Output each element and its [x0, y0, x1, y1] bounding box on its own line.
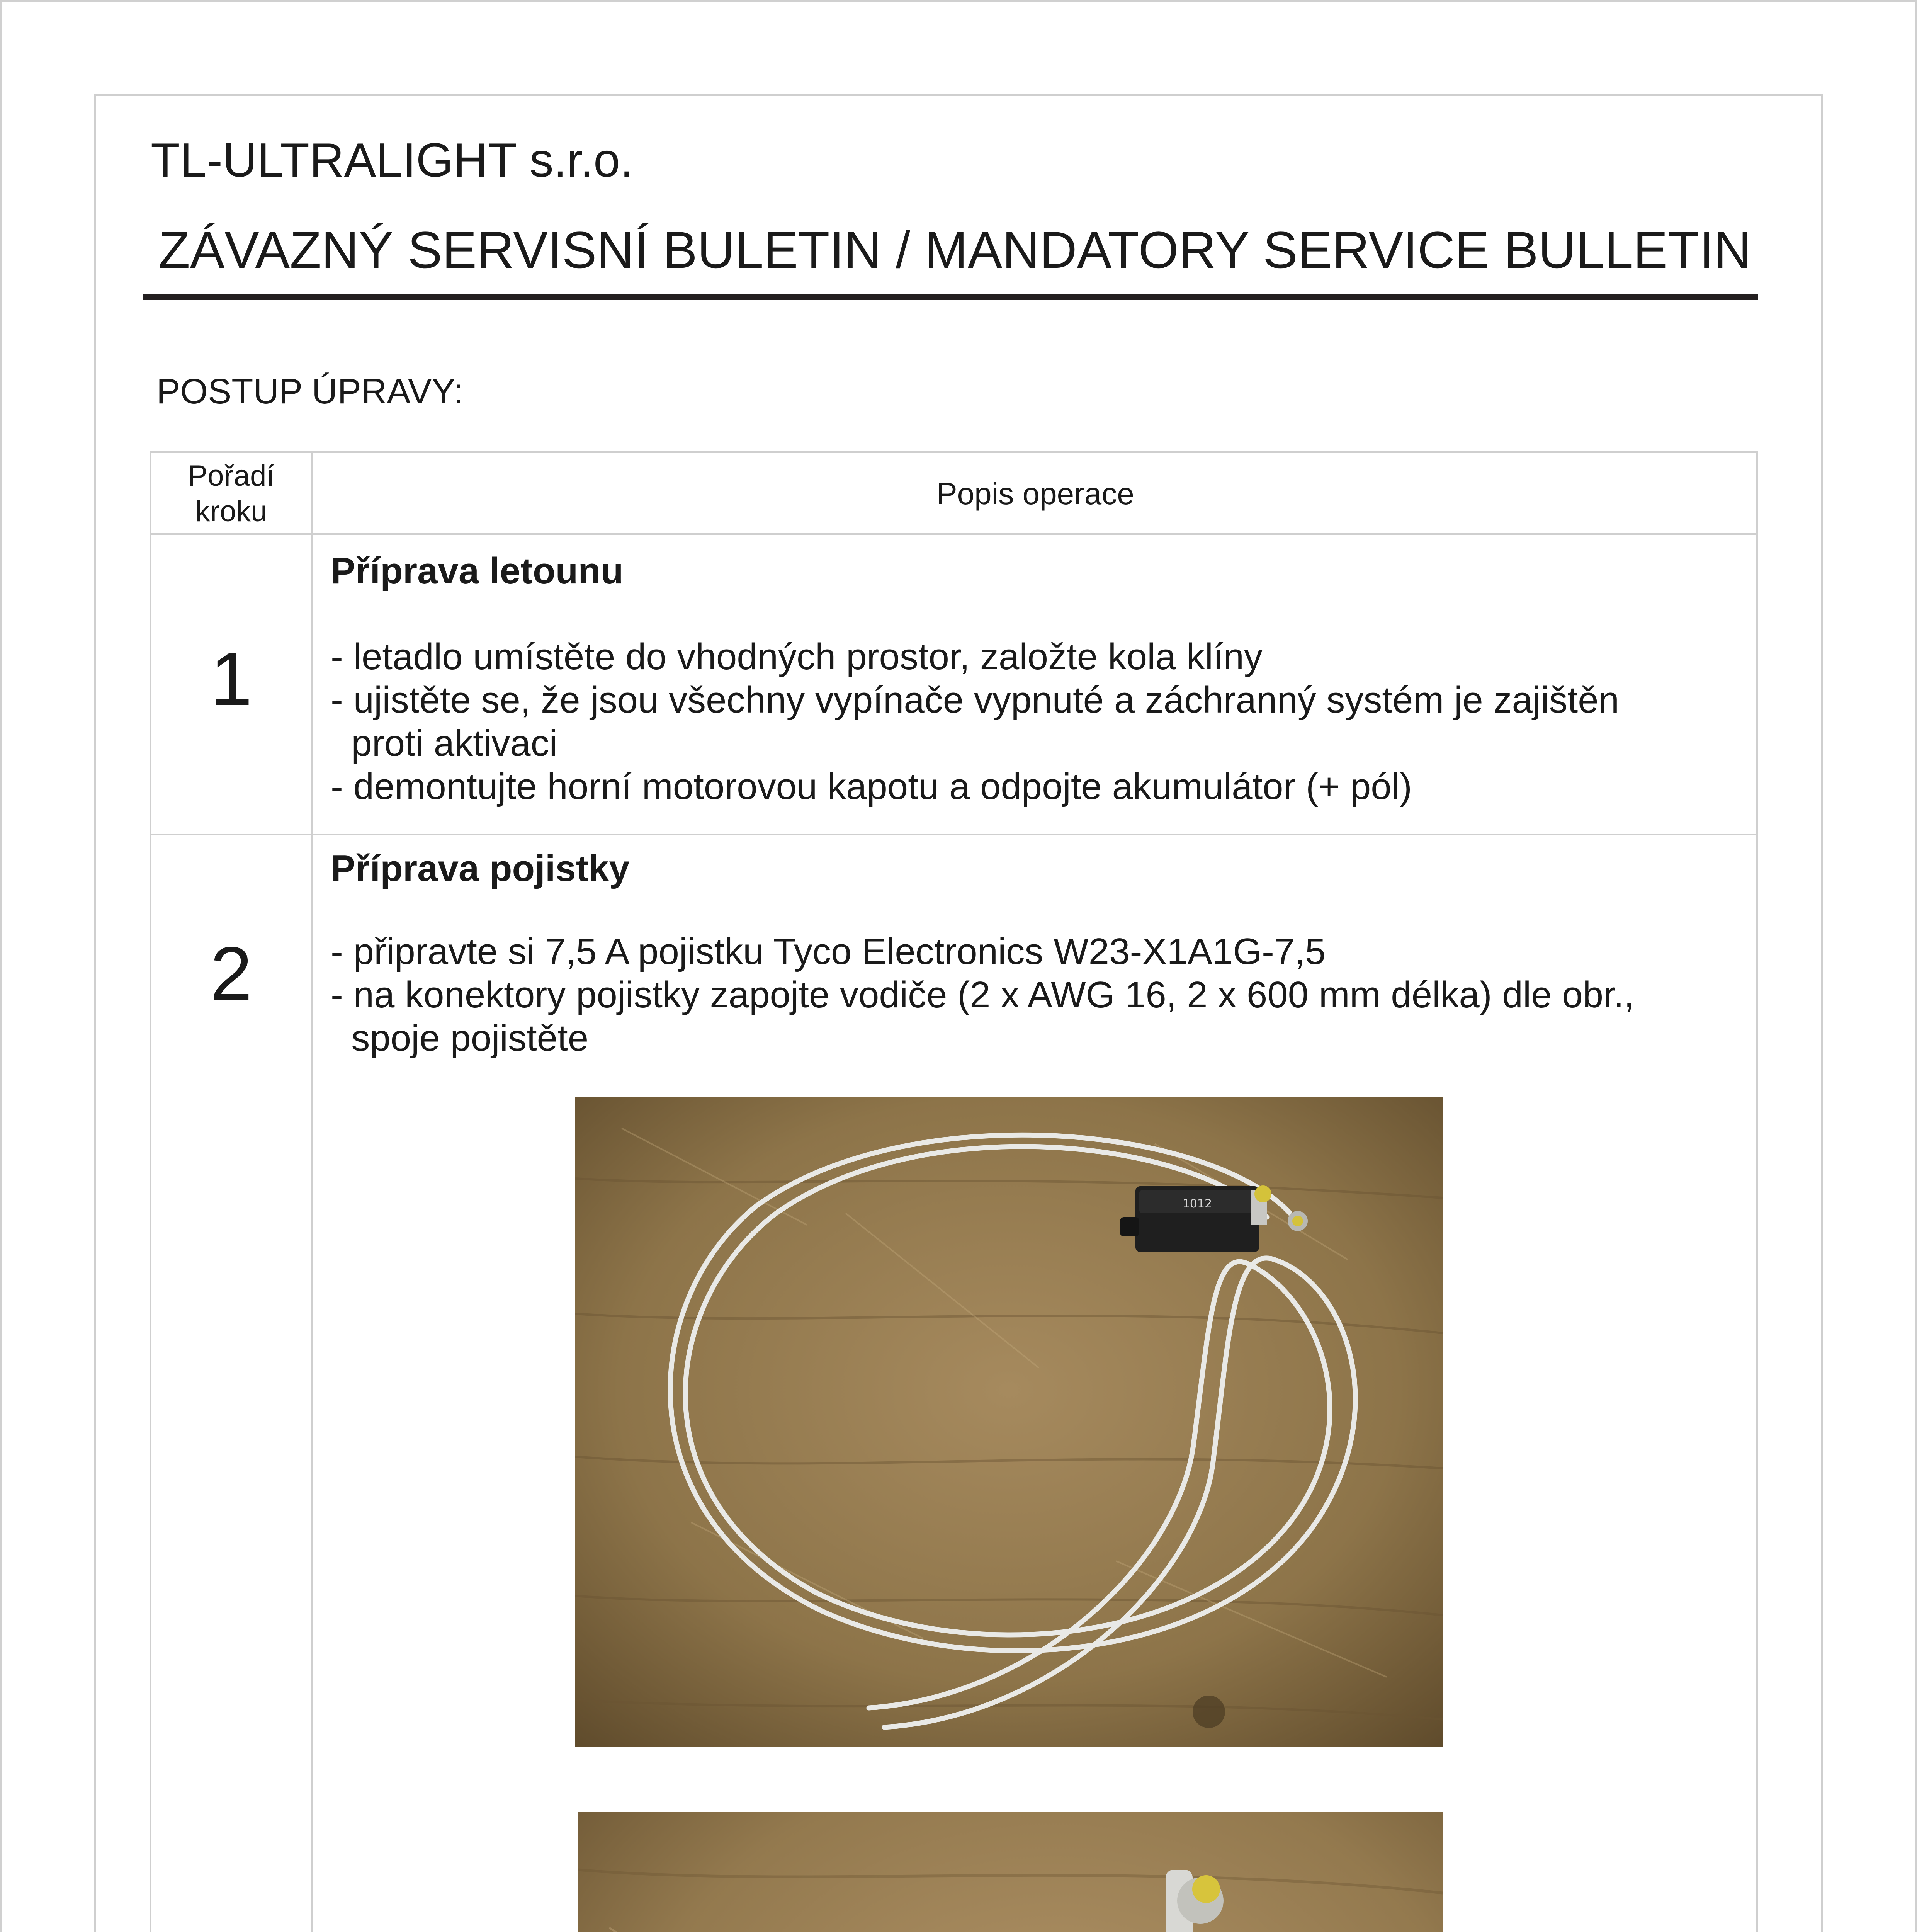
header-operation-description: Popis operace: [936, 476, 1134, 511]
bulletin-title: ZÁVAZNÝ SERVISNÍ BULETIN / MANDATORY SERVICE BULLETIN: [158, 221, 1751, 279]
procedure-table: [150, 451, 1758, 1932]
step-instruction: spoje pojistěte: [331, 1017, 589, 1059]
section-label: POSTUP ÚPRAVY:: [156, 372, 464, 411]
header-rule: [143, 294, 1758, 300]
column-divider: [311, 453, 313, 1932]
step-instruction: - demontujte horní motorovou kapotu a odpojte akumulátor (+ pól): [331, 766, 1412, 807]
photo-breaker-with-wires: [575, 1097, 1443, 1747]
breaker-code-label: 1012: [1182, 1197, 1212, 1211]
photo-breaker-closeup: [578, 1812, 1443, 1932]
step-instruction: - na konektory pojistky zapojte vodiče (2 x AWG 16, 2 x 600 mm délka) dle obr.,: [331, 974, 1635, 1015]
row-divider: [151, 834, 1756, 835]
step-number: 2: [210, 931, 252, 1016]
step-instruction: - připravte si 7,5 A pojistku Tyco Electronics W23-X1A1G-7,5: [331, 931, 1326, 972]
step-title: Příprava letounu: [331, 550, 624, 592]
step-instruction: proti aktivaci: [331, 723, 557, 764]
step-title: Příprava pojistky: [331, 848, 630, 889]
step-number: 1: [210, 636, 252, 721]
company-name: TL-ULTRALIGHT s.r.o.: [151, 134, 634, 187]
step-instruction: - ujistěte se, že jsou všechny vypínače vypnuté a záchranný systém je zajištěn: [331, 679, 1619, 721]
header-step-order: Pořadí kroku: [188, 459, 275, 528]
step-instruction: - letadlo umístěte do vhodných prostor, založte kola klíny: [331, 636, 1263, 677]
